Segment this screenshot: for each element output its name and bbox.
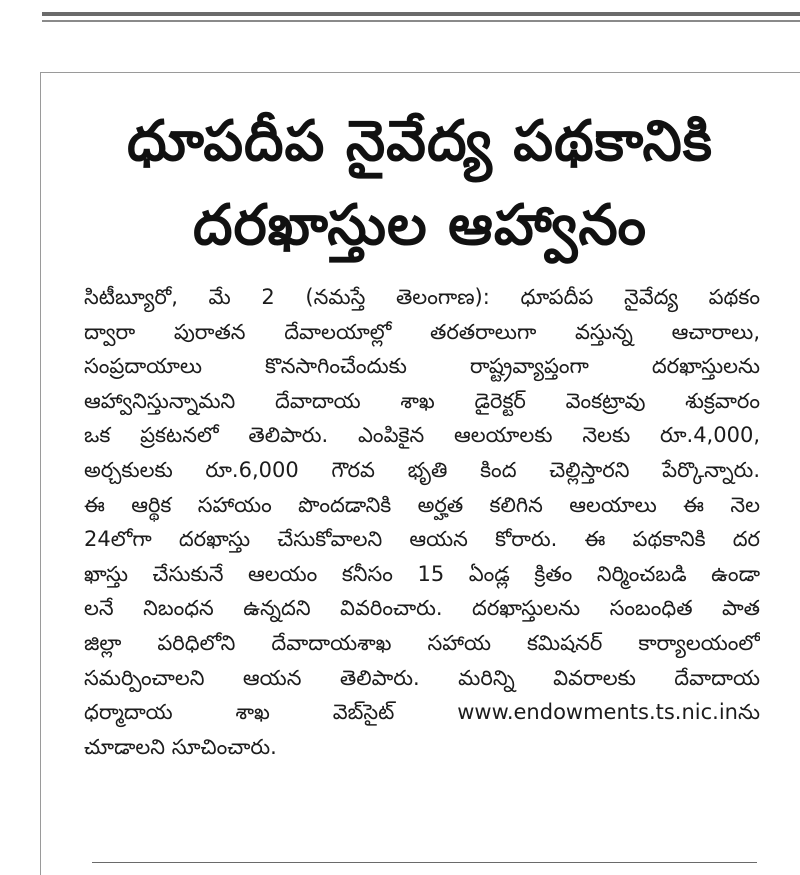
body-line: ఈ ఆర్థిక సహాయం పొందడానికి అర్హత కలిగిన ఆలయాలు ఈ నెల bbox=[84, 492, 760, 517]
body-line: ఖాస్తు చేసుకునే ఆలయం కనీసం 15 ఏండ్ల క్రితం నిర్మించబడి ఉండా bbox=[84, 561, 760, 586]
body-line: జిల్లా పరిధిలోని దేవాదాయశాఖ సహాయ కమిషనర్ కార్యాలయంలో bbox=[84, 630, 760, 655]
body-line: 24లోగా దరఖాస్తు చేసుకోవాలని ఆయన కోరారు. ఈ పథకానికి దర bbox=[84, 527, 760, 552]
body-line: ఆహ్వానిస్తున్నామని దేవాదాయ శాఖ డైరెక్టర్ వెంకట్రావు శుక్రవారం bbox=[84, 388, 760, 413]
article-headline bbox=[40, 100, 800, 268]
article-body bbox=[84, 280, 760, 764]
body-line: సిటీబ్యూరో, మే 2 (నమస్తే తెలంగాణ): ధూపదీప నైవేద్య పథకం bbox=[84, 285, 760, 309]
body-line: ద్వారా పురాతన దేవాలయాల్లో తరతరాలుగా వస్తున్న ఆచారాలు, bbox=[84, 319, 760, 344]
body-line: లనే నిబంధన ఉన్నదని వివరించారు. దరఖాస్తులను సంబంధిత పాత bbox=[84, 596, 760, 621]
body-line: అర్చకులకు రూ.6,000 గౌరవ భృతి కింద చెల్లిస్తారని పేర్కొన్నారు. bbox=[84, 457, 760, 482]
headline-line-2: దరఖాస్తుల ఆహ్వానం bbox=[192, 193, 648, 258]
body-line: సమర్పించాలని ఆయన తెలిపారు. మరిన్ని వివరాలకు దేవాదాయ bbox=[84, 665, 760, 690]
bottom-rule bbox=[92, 862, 757, 863]
body-line: చూడాలని సూచించారు. bbox=[84, 734, 277, 759]
body-line: సంప్రదాయాలు కొనసాగించేందుకు రాష్ట్రవ్యాప్తంగా దరఖాస్తులను bbox=[84, 354, 760, 379]
top-rule-secondary bbox=[42, 20, 800, 22]
top-rule bbox=[42, 12, 800, 16]
body-line: ధర్మాదాయ శాఖ వెబ్‌సైట్ www.endowments.ts.nic.inను bbox=[84, 700, 760, 725]
headline-line-1: ధూపదీప నైవేద్య పథకానికి bbox=[126, 109, 713, 174]
body-line: ఒక ప్రకటనలో తెలిపారు. ఎంపికైన ఆలయాలకు నెలకు రూ.4,000, bbox=[84, 423, 760, 448]
